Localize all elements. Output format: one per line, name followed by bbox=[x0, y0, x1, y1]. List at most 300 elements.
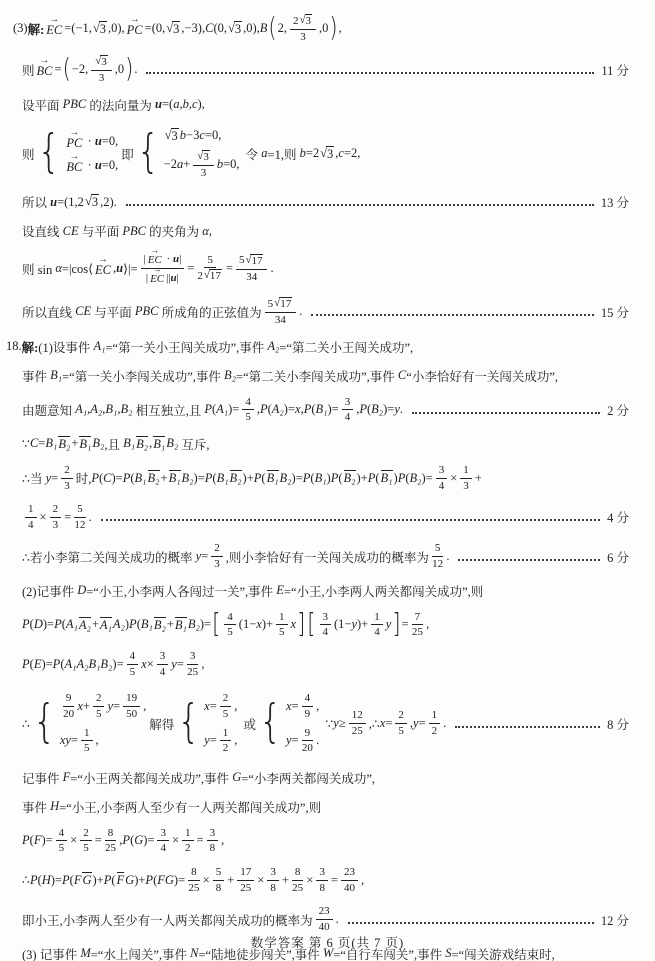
text: 25 bbox=[187, 665, 199, 678]
text: 12 bbox=[74, 518, 86, 531]
text: 5 bbox=[222, 707, 229, 720]
solution-line bbox=[0, 338, 655, 356]
text: 时, bbox=[75, 472, 92, 487]
text: =“小李两关都闯关成功”, bbox=[241, 771, 375, 786]
denominator bbox=[146, 269, 179, 286]
overline: B₂ bbox=[147, 471, 160, 486]
fraction bbox=[50, 503, 62, 531]
math-variable: B₁ bbox=[140, 617, 153, 632]
text: 20 bbox=[301, 742, 313, 755]
text: = bbox=[94, 833, 102, 848]
math-variable: P bbox=[259, 402, 268, 417]
denominator bbox=[245, 410, 251, 424]
cases-group bbox=[33, 689, 146, 758]
text: ,且 bbox=[104, 437, 124, 452]
text: =1,则 bbox=[267, 147, 300, 162]
cases-group bbox=[259, 689, 319, 758]
text: )= bbox=[112, 656, 124, 671]
text: = bbox=[54, 62, 62, 77]
math-variable: P bbox=[22, 833, 30, 848]
math-variable: P bbox=[204, 402, 212, 417]
radicand: 17 bbox=[280, 297, 292, 310]
numerator bbox=[342, 396, 354, 411]
fraction bbox=[371, 611, 383, 639]
text: (0, bbox=[213, 21, 227, 36]
denominator bbox=[126, 707, 137, 721]
text: 25 bbox=[188, 881, 200, 894]
math-variable: B₂ bbox=[166, 436, 179, 451]
math-variable: B₁ bbox=[216, 470, 229, 485]
text: =“第一关小王闯关成功”,事件 bbox=[105, 340, 268, 355]
math-variable: W bbox=[322, 946, 334, 961]
denominator bbox=[439, 479, 445, 493]
radical-icon: √ bbox=[274, 296, 281, 309]
text: 3 bbox=[160, 826, 166, 839]
text: + bbox=[82, 698, 90, 713]
denominator bbox=[323, 625, 329, 639]
fraction bbox=[188, 866, 200, 894]
text: , bbox=[356, 402, 360, 417]
big-delimiter: ( bbox=[62, 54, 71, 85]
text: 5 bbox=[245, 411, 251, 424]
cases-row bbox=[204, 692, 237, 720]
fraction bbox=[61, 464, 73, 492]
numerator bbox=[50, 503, 62, 518]
text: 2 bbox=[52, 503, 59, 516]
overline: B₂ bbox=[153, 617, 166, 632]
denominator bbox=[99, 71, 105, 85]
text: = bbox=[209, 698, 217, 713]
text: =2, bbox=[343, 146, 361, 161]
text: −3 bbox=[186, 128, 200, 143]
math-variable: E bbox=[276, 583, 284, 598]
math-variable: x bbox=[290, 617, 297, 632]
math-variable: α bbox=[202, 223, 209, 238]
solution-line bbox=[0, 14, 655, 44]
denominator bbox=[214, 557, 220, 571]
text: )= bbox=[283, 402, 295, 417]
math-variable: G bbox=[232, 770, 242, 785]
text: ( bbox=[60, 656, 65, 671]
denominator bbox=[210, 841, 216, 855]
math-variable: P bbox=[52, 656, 61, 671]
text: =0, bbox=[101, 158, 119, 173]
numerator bbox=[395, 709, 407, 724]
text: × bbox=[450, 470, 458, 485]
fraction bbox=[432, 542, 444, 570]
math-variable: y bbox=[195, 549, 202, 564]
math-variable: P bbox=[103, 872, 112, 887]
text: 4 bbox=[129, 650, 136, 662]
math-variable: C bbox=[103, 470, 112, 485]
text: , bbox=[208, 223, 212, 238]
text: , bbox=[409, 716, 414, 731]
solution-line bbox=[0, 96, 655, 114]
math-variable: C bbox=[205, 21, 214, 36]
numerator bbox=[412, 611, 424, 626]
text: “小李恰好有一关闯关成功”, bbox=[406, 369, 558, 384]
text: 4 bbox=[304, 692, 311, 705]
text: = bbox=[291, 698, 299, 713]
text: ( bbox=[29, 656, 34, 671]
sqrt bbox=[93, 21, 107, 37]
math-variable: y bbox=[171, 656, 177, 671]
math-variable: F bbox=[73, 872, 82, 887]
text: =“自行车闯关”,事件 bbox=[333, 947, 446, 961]
numerator bbox=[220, 692, 232, 707]
text: 8 bbox=[215, 881, 222, 894]
text: )= bbox=[111, 470, 123, 485]
math-variable: c bbox=[338, 146, 344, 161]
text: )= bbox=[193, 470, 205, 485]
text: + bbox=[71, 436, 79, 451]
solution-line bbox=[0, 222, 655, 240]
text: ,则小李恰好有一关闯关成功的概率为 bbox=[225, 550, 429, 565]
fraction bbox=[123, 692, 140, 720]
brace-icon: { bbox=[177, 696, 201, 749]
math-variable: B₂ bbox=[187, 617, 200, 632]
fraction bbox=[207, 827, 219, 855]
sqrt bbox=[320, 146, 334, 162]
denominator bbox=[201, 166, 207, 180]
denominator bbox=[59, 841, 65, 855]
text: . bbox=[270, 261, 274, 276]
text: =“小王,小李两人各闯过一关”,事件 bbox=[86, 584, 277, 599]
radicand: 3 bbox=[171, 128, 178, 143]
brace-icon: { bbox=[136, 126, 160, 179]
text: =|cos⟨ bbox=[61, 261, 93, 276]
text: 9 bbox=[304, 726, 311, 739]
text: ,0), bbox=[108, 21, 125, 36]
text: ( bbox=[375, 470, 380, 485]
math-variable: PBC bbox=[122, 223, 146, 238]
math-variable: P bbox=[204, 470, 213, 485]
solution-line bbox=[0, 435, 655, 453]
text: 的法向量为 bbox=[86, 98, 156, 113]
fraction bbox=[316, 866, 328, 894]
text: 8 bbox=[319, 881, 325, 894]
text: ,2). bbox=[100, 194, 117, 209]
denominator bbox=[63, 707, 74, 721]
text: ( bbox=[130, 470, 135, 485]
denominator bbox=[84, 741, 90, 755]
text: )+ bbox=[261, 617, 274, 632]
text: )= bbox=[327, 402, 339, 417]
text: ( bbox=[311, 402, 316, 417]
math-variable: P bbox=[330, 470, 339, 485]
numerator bbox=[188, 866, 200, 881]
math-variable: B₁ bbox=[134, 470, 147, 485]
denominator bbox=[275, 313, 286, 327]
fraction bbox=[127, 650, 139, 678]
math-variable: C bbox=[29, 436, 39, 451]
fraction bbox=[187, 650, 199, 678]
text: =( bbox=[161, 97, 174, 112]
text: ( bbox=[37, 872, 42, 887]
text: 12 bbox=[351, 709, 363, 722]
vector-symbol: u bbox=[116, 261, 124, 276]
cases-rows bbox=[64, 130, 118, 178]
cases-row bbox=[60, 727, 146, 755]
text: . bbox=[399, 402, 404, 417]
big-delimiter: ] bbox=[297, 609, 306, 640]
vector: EC → bbox=[148, 251, 162, 267]
text: 4 bbox=[28, 518, 34, 531]
fraction bbox=[182, 827, 194, 855]
sqrt bbox=[165, 128, 179, 144]
text: × bbox=[39, 509, 47, 524]
text: 4 bbox=[245, 395, 251, 408]
text: =“小王,小李两人两关都闯关成功”,则 bbox=[283, 584, 484, 599]
fraction bbox=[290, 14, 316, 44]
denominator bbox=[227, 625, 233, 639]
math-variable: P bbox=[397, 470, 406, 485]
text: 5 bbox=[58, 842, 65, 855]
numerator bbox=[242, 396, 254, 411]
text: 5 bbox=[129, 665, 136, 678]
text: × bbox=[70, 833, 78, 848]
denominator bbox=[319, 920, 330, 934]
text: 5 bbox=[227, 626, 233, 639]
text: × bbox=[306, 872, 314, 887]
denominator bbox=[292, 881, 303, 895]
dotted-leader bbox=[348, 922, 594, 924]
text: (2)记事件 bbox=[22, 584, 78, 599]
numerator bbox=[157, 650, 169, 665]
text: , bbox=[179, 97, 183, 112]
numerator bbox=[182, 827, 194, 842]
text: 4 bbox=[159, 665, 166, 678]
fraction bbox=[320, 611, 332, 639]
fraction bbox=[412, 611, 424, 639]
numerator bbox=[61, 464, 73, 479]
text: 17 bbox=[240, 866, 252, 879]
denominator bbox=[398, 724, 404, 738]
sqrt bbox=[166, 21, 180, 37]
solution-line bbox=[0, 464, 655, 492]
text: ( bbox=[405, 470, 410, 485]
math-variable: x bbox=[77, 698, 83, 713]
text: , bbox=[256, 402, 260, 417]
cases-row bbox=[204, 727, 237, 755]
math-variable: B₂ bbox=[371, 402, 384, 417]
text: 事件 bbox=[22, 800, 51, 815]
text: 3 bbox=[189, 650, 196, 662]
text: 3 bbox=[270, 866, 276, 879]
text: ≥ bbox=[338, 716, 346, 731]
math-variable: a bbox=[176, 157, 184, 172]
numerator bbox=[316, 866, 328, 881]
fraction bbox=[224, 611, 236, 639]
text: 2 bbox=[222, 692, 229, 705]
cases-rows bbox=[204, 689, 237, 758]
text: . bbox=[299, 304, 303, 319]
text: . bbox=[443, 716, 447, 731]
math-variable: E bbox=[33, 656, 42, 671]
solution-line bbox=[0, 798, 655, 816]
text: −2, bbox=[71, 62, 89, 77]
denominator bbox=[352, 724, 363, 738]
numerator bbox=[63, 692, 75, 707]
text: 2 bbox=[293, 14, 299, 27]
text: ∴若小李第二关闯关成功的概率 bbox=[22, 550, 196, 565]
math-variable: P bbox=[302, 470, 311, 485]
big-delimiter: ) bbox=[329, 13, 338, 44]
fraction bbox=[80, 827, 92, 855]
text: 5 bbox=[95, 707, 102, 720]
fraction bbox=[236, 254, 268, 284]
radicand: 17 bbox=[251, 254, 263, 267]
sqrt bbox=[300, 14, 313, 28]
radicand: 3 bbox=[173, 21, 180, 36]
vector-symbol: u bbox=[94, 134, 102, 149]
math-variable: B₁ bbox=[123, 436, 136, 451]
text: , bbox=[149, 436, 153, 451]
solution-line bbox=[0, 582, 655, 600]
text: = bbox=[225, 261, 233, 276]
math-variable: P bbox=[367, 470, 376, 485]
text: = bbox=[401, 617, 409, 632]
text: · bbox=[163, 252, 173, 265]
cases-row bbox=[164, 150, 240, 180]
text: ,0 bbox=[319, 21, 329, 36]
fraction bbox=[429, 709, 441, 737]
math-variable: P bbox=[29, 872, 38, 887]
math-variable: P bbox=[303, 402, 312, 417]
text: 5 bbox=[398, 725, 404, 738]
math-variable: c bbox=[199, 128, 205, 143]
solution-line bbox=[0, 503, 655, 531]
numerator bbox=[80, 827, 92, 842]
math-variable: y bbox=[285, 733, 292, 748]
solution-line bbox=[0, 542, 655, 570]
text: 7 bbox=[414, 610, 421, 623]
text: =(−1, bbox=[64, 21, 92, 36]
text: = bbox=[70, 733, 79, 748]
fraction bbox=[242, 396, 254, 424]
math-variable: y bbox=[385, 617, 392, 632]
numerator bbox=[211, 542, 223, 557]
text: ,0), bbox=[243, 21, 260, 36]
text: ) bbox=[124, 617, 130, 632]
text: ∵ bbox=[322, 716, 334, 731]
text: . bbox=[335, 912, 339, 927]
sqrt bbox=[204, 269, 222, 283]
overline: B₁ bbox=[380, 471, 393, 486]
math-variable: CE bbox=[75, 304, 92, 319]
math-variable: a bbox=[261, 146, 268, 161]
math-variable: PBC bbox=[134, 304, 159, 319]
fraction bbox=[56, 827, 68, 855]
text: =0, bbox=[101, 134, 119, 149]
text: 记事件 bbox=[22, 771, 63, 786]
text: ( bbox=[136, 617, 141, 632]
text: 12 bbox=[432, 558, 444, 571]
overline: B₁ bbox=[79, 437, 92, 451]
text: 4 bbox=[438, 479, 445, 492]
text: =0, bbox=[204, 128, 222, 143]
text: 2 bbox=[431, 725, 438, 738]
text: =“闯关游戏结束时, bbox=[451, 947, 555, 961]
text: 9 bbox=[65, 692, 72, 705]
text: 即 bbox=[121, 147, 134, 162]
text: 1 bbox=[431, 709, 438, 722]
numerator bbox=[187, 650, 199, 665]
fraction bbox=[302, 727, 314, 755]
text: 40 bbox=[344, 881, 355, 894]
math-variable: y bbox=[204, 733, 210, 748]
denominator bbox=[300, 30, 306, 44]
vector-symbol: u bbox=[172, 252, 180, 265]
big-delimiter: ) bbox=[125, 54, 134, 85]
text: , bbox=[426, 617, 430, 632]
text: = bbox=[176, 656, 184, 671]
math-variable: B₁ bbox=[45, 436, 58, 451]
denominator bbox=[187, 665, 198, 679]
text: 1 bbox=[84, 726, 90, 739]
text: , bbox=[201, 656, 205, 671]
denominator bbox=[240, 881, 251, 895]
text: ) bbox=[326, 470, 331, 485]
text: × bbox=[146, 656, 154, 671]
math-variable: B₂ bbox=[92, 436, 105, 451]
text: 5 bbox=[83, 842, 89, 855]
text: 2, bbox=[277, 21, 287, 36]
math-variable: x bbox=[295, 402, 301, 417]
solution-line bbox=[0, 193, 655, 211]
text: 解得 bbox=[149, 717, 175, 732]
big-delimiter: [ bbox=[212, 609, 221, 640]
denominator bbox=[319, 881, 325, 895]
text: 设直线 bbox=[22, 225, 63, 240]
denominator bbox=[305, 707, 311, 721]
numerator bbox=[316, 905, 333, 920]
numerator bbox=[105, 827, 117, 842]
text: =(0, bbox=[144, 21, 166, 36]
math-variable: H bbox=[50, 799, 60, 814]
radicand: 3 bbox=[99, 21, 106, 36]
text: )= bbox=[41, 833, 53, 848]
text: · bbox=[84, 134, 95, 149]
denominator bbox=[374, 625, 380, 639]
numerator bbox=[349, 709, 366, 724]
text: 即小王,小李两人至少有一人两关都闯关成功的概率为 bbox=[22, 913, 313, 928]
text: (1− bbox=[238, 617, 257, 632]
text: 与平面 bbox=[91, 305, 135, 320]
denominator bbox=[223, 741, 229, 755]
text: , bbox=[143, 698, 147, 713]
fraction bbox=[220, 727, 232, 755]
text: 25 bbox=[351, 725, 363, 738]
brace-icon: { bbox=[32, 696, 56, 749]
denominator bbox=[188, 881, 199, 895]
text: 8 bbox=[294, 866, 301, 879]
text: . bbox=[134, 62, 138, 77]
fraction bbox=[436, 464, 448, 492]
text: ( bbox=[338, 470, 343, 485]
text: 25 bbox=[105, 842, 117, 855]
text: , bbox=[361, 872, 365, 887]
fraction bbox=[395, 709, 407, 737]
solution-line bbox=[0, 396, 655, 424]
text: 令 bbox=[242, 147, 262, 162]
text: ( bbox=[111, 872, 116, 887]
overline: B₂ bbox=[229, 471, 242, 486]
math-variable: y bbox=[394, 402, 400, 417]
text: 2 bbox=[83, 826, 89, 839]
math-variable: x bbox=[141, 656, 147, 671]
text: 5 bbox=[77, 503, 83, 516]
